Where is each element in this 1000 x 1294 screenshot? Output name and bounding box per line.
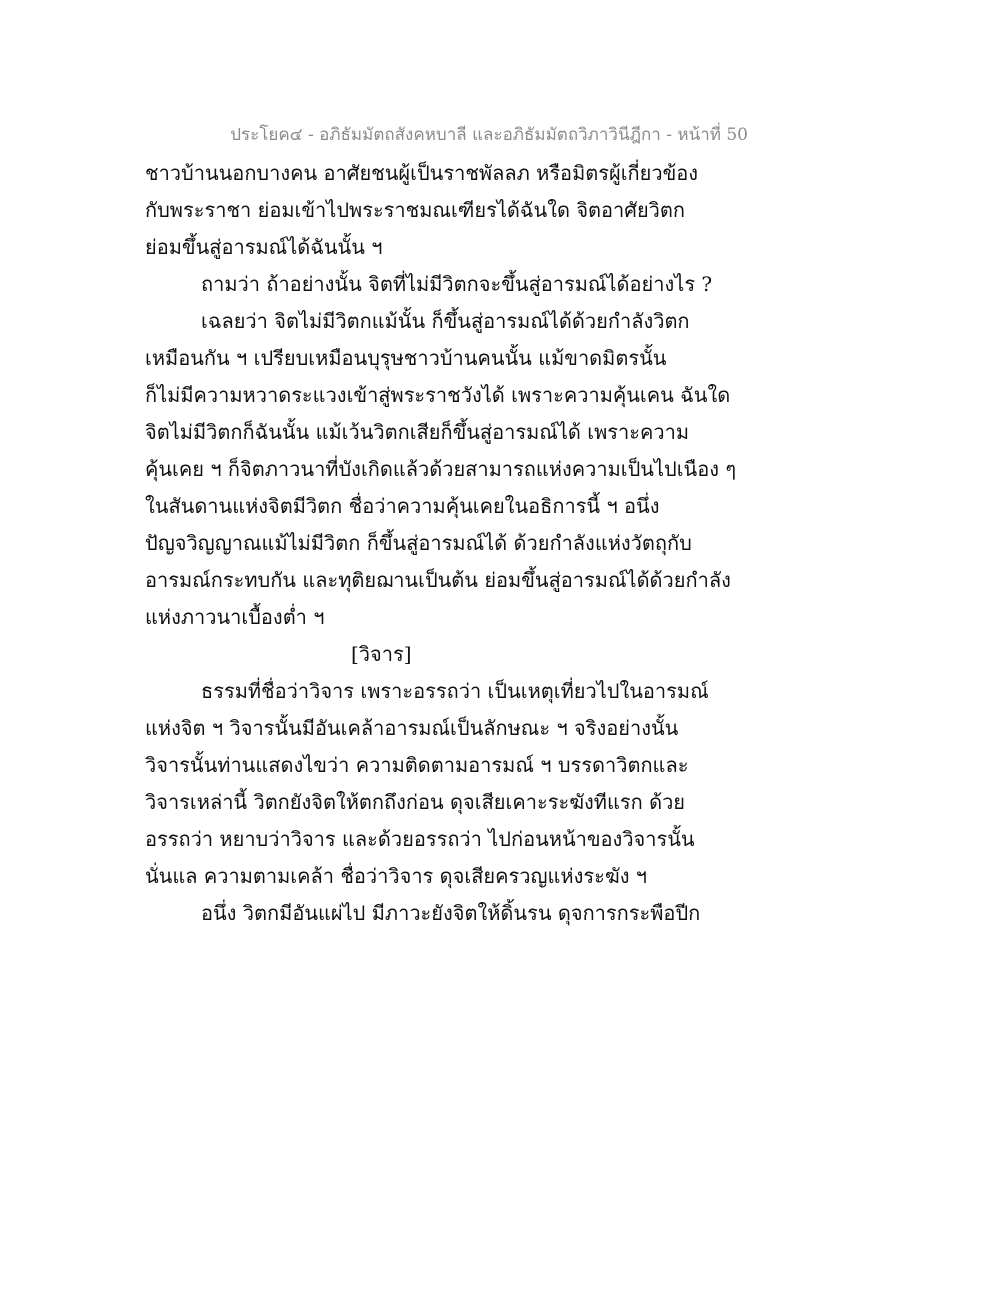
section-heading: [วิจาร] — [351, 642, 412, 666]
text-line: จิตไม่มีวิตกก็ฉันนั้น แม้เว้นวิตกเสียก็ขึ้นสู่อารมณ์ได้ เพราะความ — [145, 420, 690, 444]
running-header: ประโยค๔ - อภิธัมมัตถสังคหบาลี และอภิธัมมัตถวิภาวินีฎีกา - หน้าที่ 50 — [230, 125, 748, 145]
body-text — [145, 155, 765, 932]
paragraph-start-line: ถามว่า ถ้าอย่างนั้น จิตที่ไม่มีวิตกจะขึ้นสู่อารมณ์ได้อย่างไร ? — [201, 272, 713, 296]
text-line: วิจารเหล่านี้ วิตกยังจิตให้ตกถึงก่อน ดุจเสียเคาะระฆังทีแรก ด้วย — [145, 790, 686, 814]
text-line: กับพระราชา ย่อมเข้าไปพระราชมณเฑียรได้ฉันใด จิตอาศัยวิตก — [145, 198, 686, 222]
text-line: เหมือนกัน ฯ เปรียบเหมือนบุรุษชาวบ้านคนนั้น แม้ขาดมิตรนั้น — [145, 346, 667, 370]
text-line: ชาวบ้านนอกบางคน อาศัยชนผู้เป็นราชพัลลภ หรือมิตรผู้เกี่ยวข้อง — [145, 161, 699, 185]
paragraph-start-line: ธรรมที่ชื่อว่าวิจาร เพราะอรรถว่า เป็นเหตุเที่ยวไปในอารมณ์ — [201, 679, 709, 703]
text-line: คุ้นเคย ฯ ก็จิตภาวนาที่บังเกิดแล้วด้วยสามารถแห่งความเป็นไปเนือง ๆ — [145, 457, 737, 481]
text-line: แห่งจิต ฯ วิจารนั้นมีอันเคล้าอารมณ์เป็นลักษณะ ฯ จริงอย่างนั้น — [145, 716, 679, 740]
paragraph-start-line: เฉลยว่า จิตไม่มีวิตกแม้นั้น ก็ขึ้นสู่อารมณ์ได้ด้วยกำลังวิตก — [201, 309, 690, 333]
text-line: อารมณ์กระทบกัน และทุติยฌานเป็นต้น ย่อมขึ้นสู่อารมณ์ได้ด้วยกำลัง — [145, 568, 731, 592]
text-line: นั่นแล ความตามเคล้า ชื่อว่าวิจาร ดุจเสียครวญแห่งระฆัง ฯ — [145, 864, 648, 888]
text-line: แห่งภาวนาเบื้องต่ำ ฯ — [145, 605, 325, 629]
text-line: ย่อมขึ้นสู่อารมณ์ได้ฉันนั้น ฯ — [145, 235, 383, 259]
text-line: อรรถว่า หยาบว่าวิจาร และด้วยอรรถว่า ไปก่อนหน้าของวิจารนั้น — [145, 827, 695, 851]
text-line: ในสันดานแห่งจิตมีวิตก ชื่อว่าความคุ้นเคยในอธิการนี้ ฯ อนึ่ง — [145, 494, 660, 518]
paragraph-start-line: อนึ่ง วิตกมีอันแผ่ไป มีภาวะยังจิตให้ดิ้นรน ดุจการกระพือปีก — [201, 901, 701, 925]
text-line: วิจารนั้นท่านแสดงไขว่า ความติดตามอารมณ์ ฯ บรรดาวิตกและ — [145, 753, 689, 777]
text-line: ก็ไม่มีความหวาดระแวงเข้าสู่พระราชวังได้ เพราะความคุ้นเคน ฉันใด — [145, 383, 731, 407]
text-line: ปัญจวิญญาณแม้ไม่มีวิตก ก็ขึ้นสู่อารมณ์ได้ ด้วยกำลังแห่งวัตถุกับ — [145, 531, 692, 555]
